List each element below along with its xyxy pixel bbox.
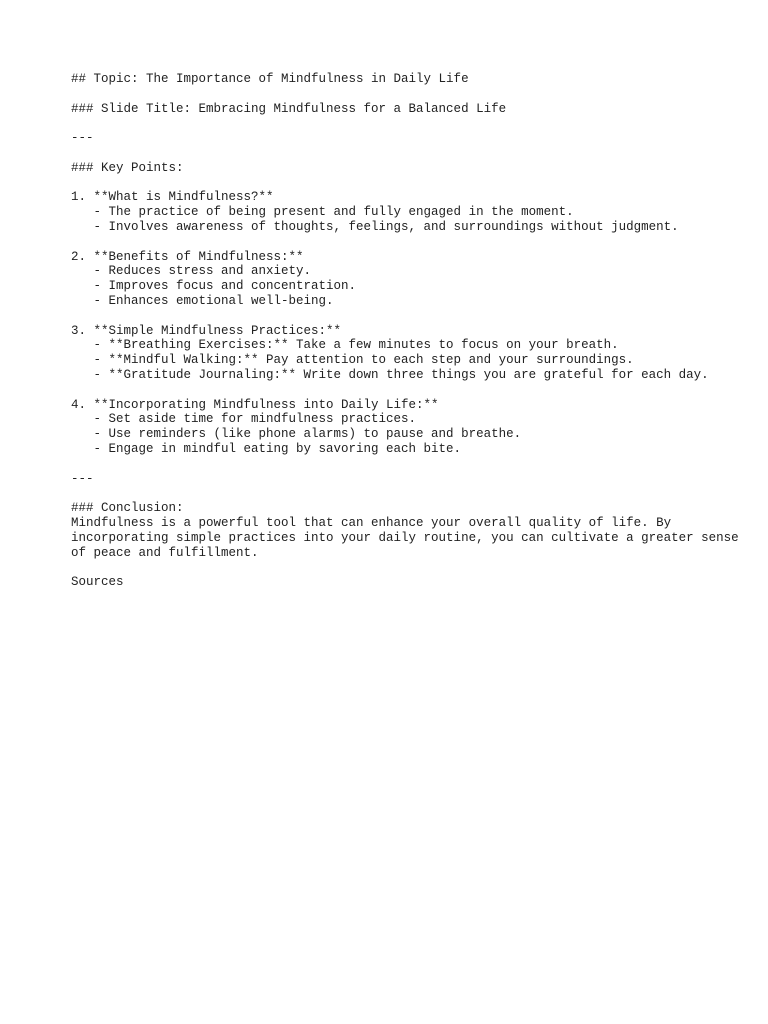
list-item: - **Gratitude Journaling:** Write down three things you are grateful for each day. <box>71 367 709 382</box>
spacer <box>71 176 751 191</box>
list-item: - Reduces stress and anxiety. <box>71 264 312 279</box>
sources-label: Sources <box>71 575 124 590</box>
spacer <box>71 486 751 501</box>
section-heading: 1. **What is Mindfulness?** <box>71 190 274 205</box>
list-item: - Engage in mindful eating by savoring each bite. <box>71 441 462 456</box>
spacer <box>71 116 751 131</box>
spacer <box>71 457 751 472</box>
conclusion-heading: ### Conclusion: <box>71 501 184 516</box>
section-heading: 2. **Benefits of Mindfulness:** <box>71 249 304 264</box>
topic-line: ## Topic: The Importance of Mindfulness in Daily Life <box>71 72 469 86</box>
list-item: - Improves focus and concentration. <box>71 279 357 294</box>
document-body <box>71 72 751 590</box>
spacer <box>71 146 751 161</box>
list-item: - Set aside time for mindfulness practices. <box>71 412 417 427</box>
list-item: - **Mindful Walking:** Pay attention to each step and your surroundings. <box>71 353 634 368</box>
list-item: - Enhances emotional well-being. <box>71 293 334 308</box>
slide-title-line: ### Slide Title: Embracing Mindfulness for a Balanced Life <box>71 101 507 116</box>
separator: --- <box>71 131 94 146</box>
section-heading: 4. **Incorporating Mindfulness into Daily Life:** <box>71 397 439 412</box>
spacer <box>71 87 751 102</box>
list-item: - **Breathing Exercises:** Take a few minutes to focus on your breath. <box>71 338 619 353</box>
spacer <box>71 235 751 250</box>
list-item: - Use reminders (like phone alarms) to pause and breathe. <box>71 427 522 442</box>
section-heading: 3. **Simple Mindfulness Practices:** <box>71 323 342 338</box>
spacer <box>71 383 751 398</box>
spacer <box>71 560 751 575</box>
list-item: - Involves awareness of thoughts, feelings, and surroundings without judgment. <box>71 219 679 234</box>
spacer <box>71 309 751 324</box>
list-item: - The practice of being present and fully engaged in the moment. <box>71 205 574 220</box>
separator: --- <box>71 471 94 486</box>
conclusion-text: Mindfulness is a powerful tool that can enhance your overall quality of life. By incorporating simple practices into your daily routine, you can cultivate a greater sense of peace and fulfillment. <box>71 515 747 560</box>
key-points-heading: ### Key Points: <box>71 160 184 175</box>
